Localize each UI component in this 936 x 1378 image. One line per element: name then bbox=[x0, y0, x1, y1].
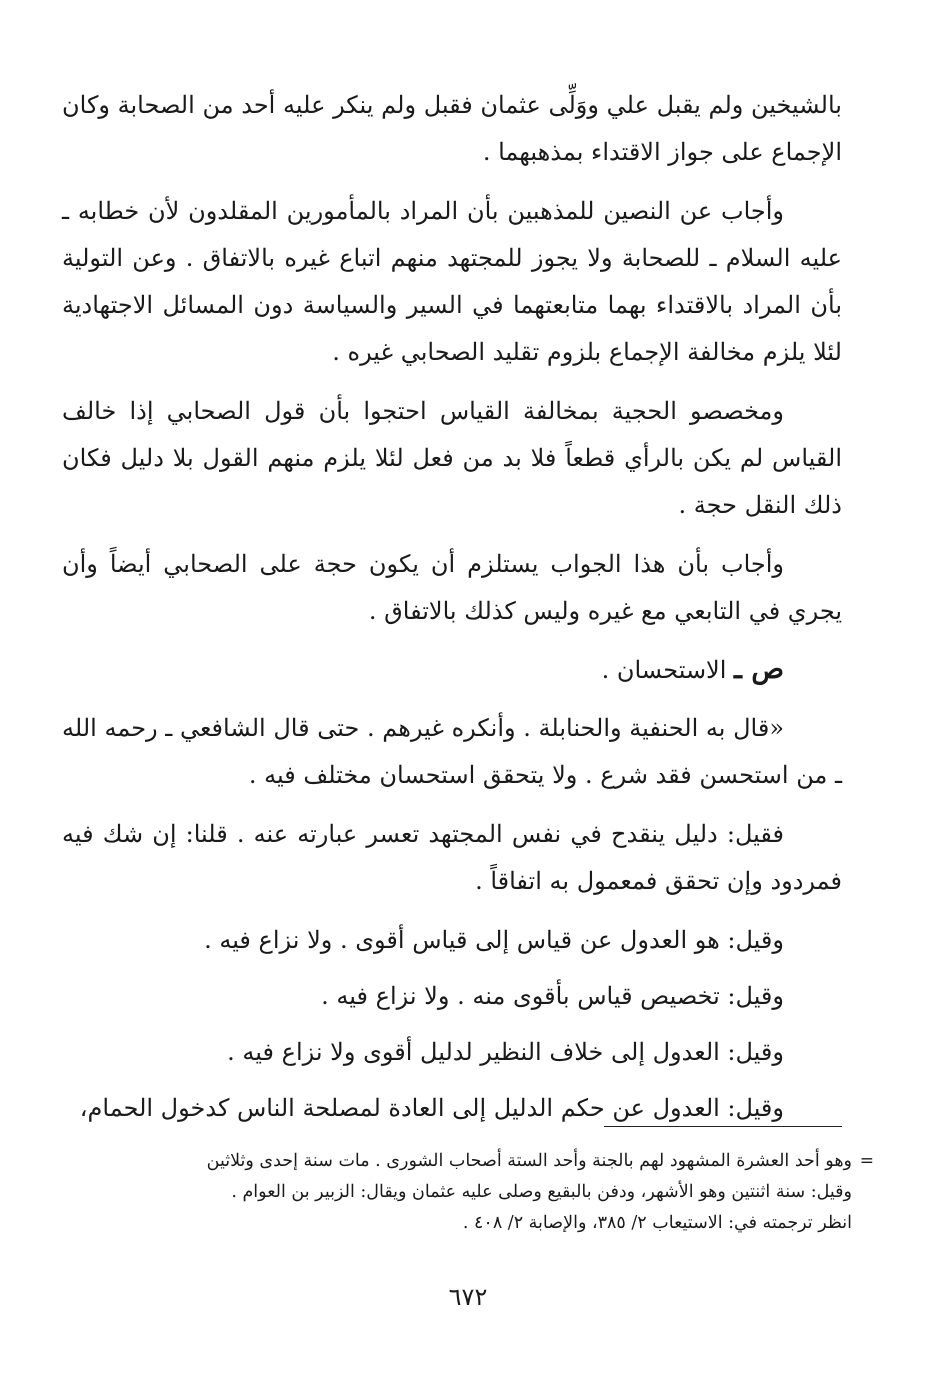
paragraph-3: ومخصصو الحجية بمخالفة القياس احتجوا بأن قول الصحابي إذا خالف القياس لم يكن بالرأي قطعاً فلا بد من فعل لئلا يلزم منهم القول بلا دليل فكان ذلك النقل حجة . bbox=[62, 397, 842, 519]
paragraph-2: وأجاب عن النصين للمذهبين بأن المراد بالمأمورين المقلدون لأن خطابه ـ عليه السلام ـ للصحابة ولا يجوز للمجتهد منهم اتباع غيره بالاتفاق . وعن التولية بأن المراد بالاقتداء بهما متابعتهما في السير والسياسة دون المسائل الاجتهادية لئلا يلزم مخالفة الإجماع بلزوم تقليد الصحابي غيره . bbox=[62, 197, 842, 366]
main-text bbox=[62, 82, 842, 1141]
footnote-line-1 bbox=[62, 1146, 874, 1177]
footnote-line-1-text: وهو أحد العشرة المشهود لهم بالجنة وأحد الستة أصحاب الشورى . مات سنة إحدى وثلاثين bbox=[206, 1151, 852, 1171]
qila-line-4: وقيل: العدول عن حكم الدليل إلى العادة لمصلحة الناس كدخول الحمام، bbox=[79, 1094, 784, 1122]
footnote-line-2: وقيل: سنة اثنتين وهو الأشهر، ودفن بالبقيع وصلى عليه عثمان ويقال: الزبير بن العوام . bbox=[231, 1182, 852, 1202]
qila-line-3: وقيل: العدول إلى خلاف النظير لدليل أقوى ولا نزاع فيه . bbox=[227, 1038, 784, 1066]
footnote-block bbox=[62, 1146, 874, 1239]
footnote-divider bbox=[604, 1126, 842, 1127]
quote-paragraph-2: فقيل: دليل ينقدح في نفس المجتهد تعسر عبارته عنه . قلنا: إن شك فيه فمردود وإن تحقق فمعمول به اتفاقاً . bbox=[62, 820, 842, 895]
qila-line-2: وقيل: تخصيص قياس بأقوى منه . ولا نزاع فيه . bbox=[321, 982, 784, 1010]
paragraph-4: وأجاب بأن هذا الجواب يستلزم أن يكون حجة على الصحابي أيضاً وأن يجري في التابعي مع غيره وليس كذلك بالاتفاق . bbox=[62, 550, 842, 625]
page-number: ٦٧٢ bbox=[448, 1283, 488, 1311]
qila-line-1: وقيل: هو العدول عن قياس إلى قياس أقوى . ولا نزاع فيه . bbox=[204, 926, 784, 954]
paragraph-1: بالشيخين ولم يقبل علي ووَلِّى عثمان فقبل ولم ينكر عليه أحد من الصحابة وكان الإجماع على جواز الاقتداء بمذهبهما . bbox=[62, 91, 842, 166]
section-marker: ص ـ bbox=[734, 654, 784, 685]
footnote-line-3: انظر ترجمته في: الاستيعاب ٢/ ٣٨٥، والإصابة ٢/ ٤٠٨ . bbox=[462, 1213, 852, 1233]
section-heading bbox=[62, 647, 842, 693]
section-title: الاستحسان . bbox=[601, 656, 735, 684]
footnote-continuation-mark: = bbox=[859, 1151, 874, 1171]
quote-paragraph-1: «قال به الحنفية والحنابلة . وأنكره غيرهم . حتى قال الشافعي ـ رحمه الله ـ من استحسن فقد شرع . ولا يتحقق استحسان مختلف فيه . bbox=[62, 714, 842, 789]
